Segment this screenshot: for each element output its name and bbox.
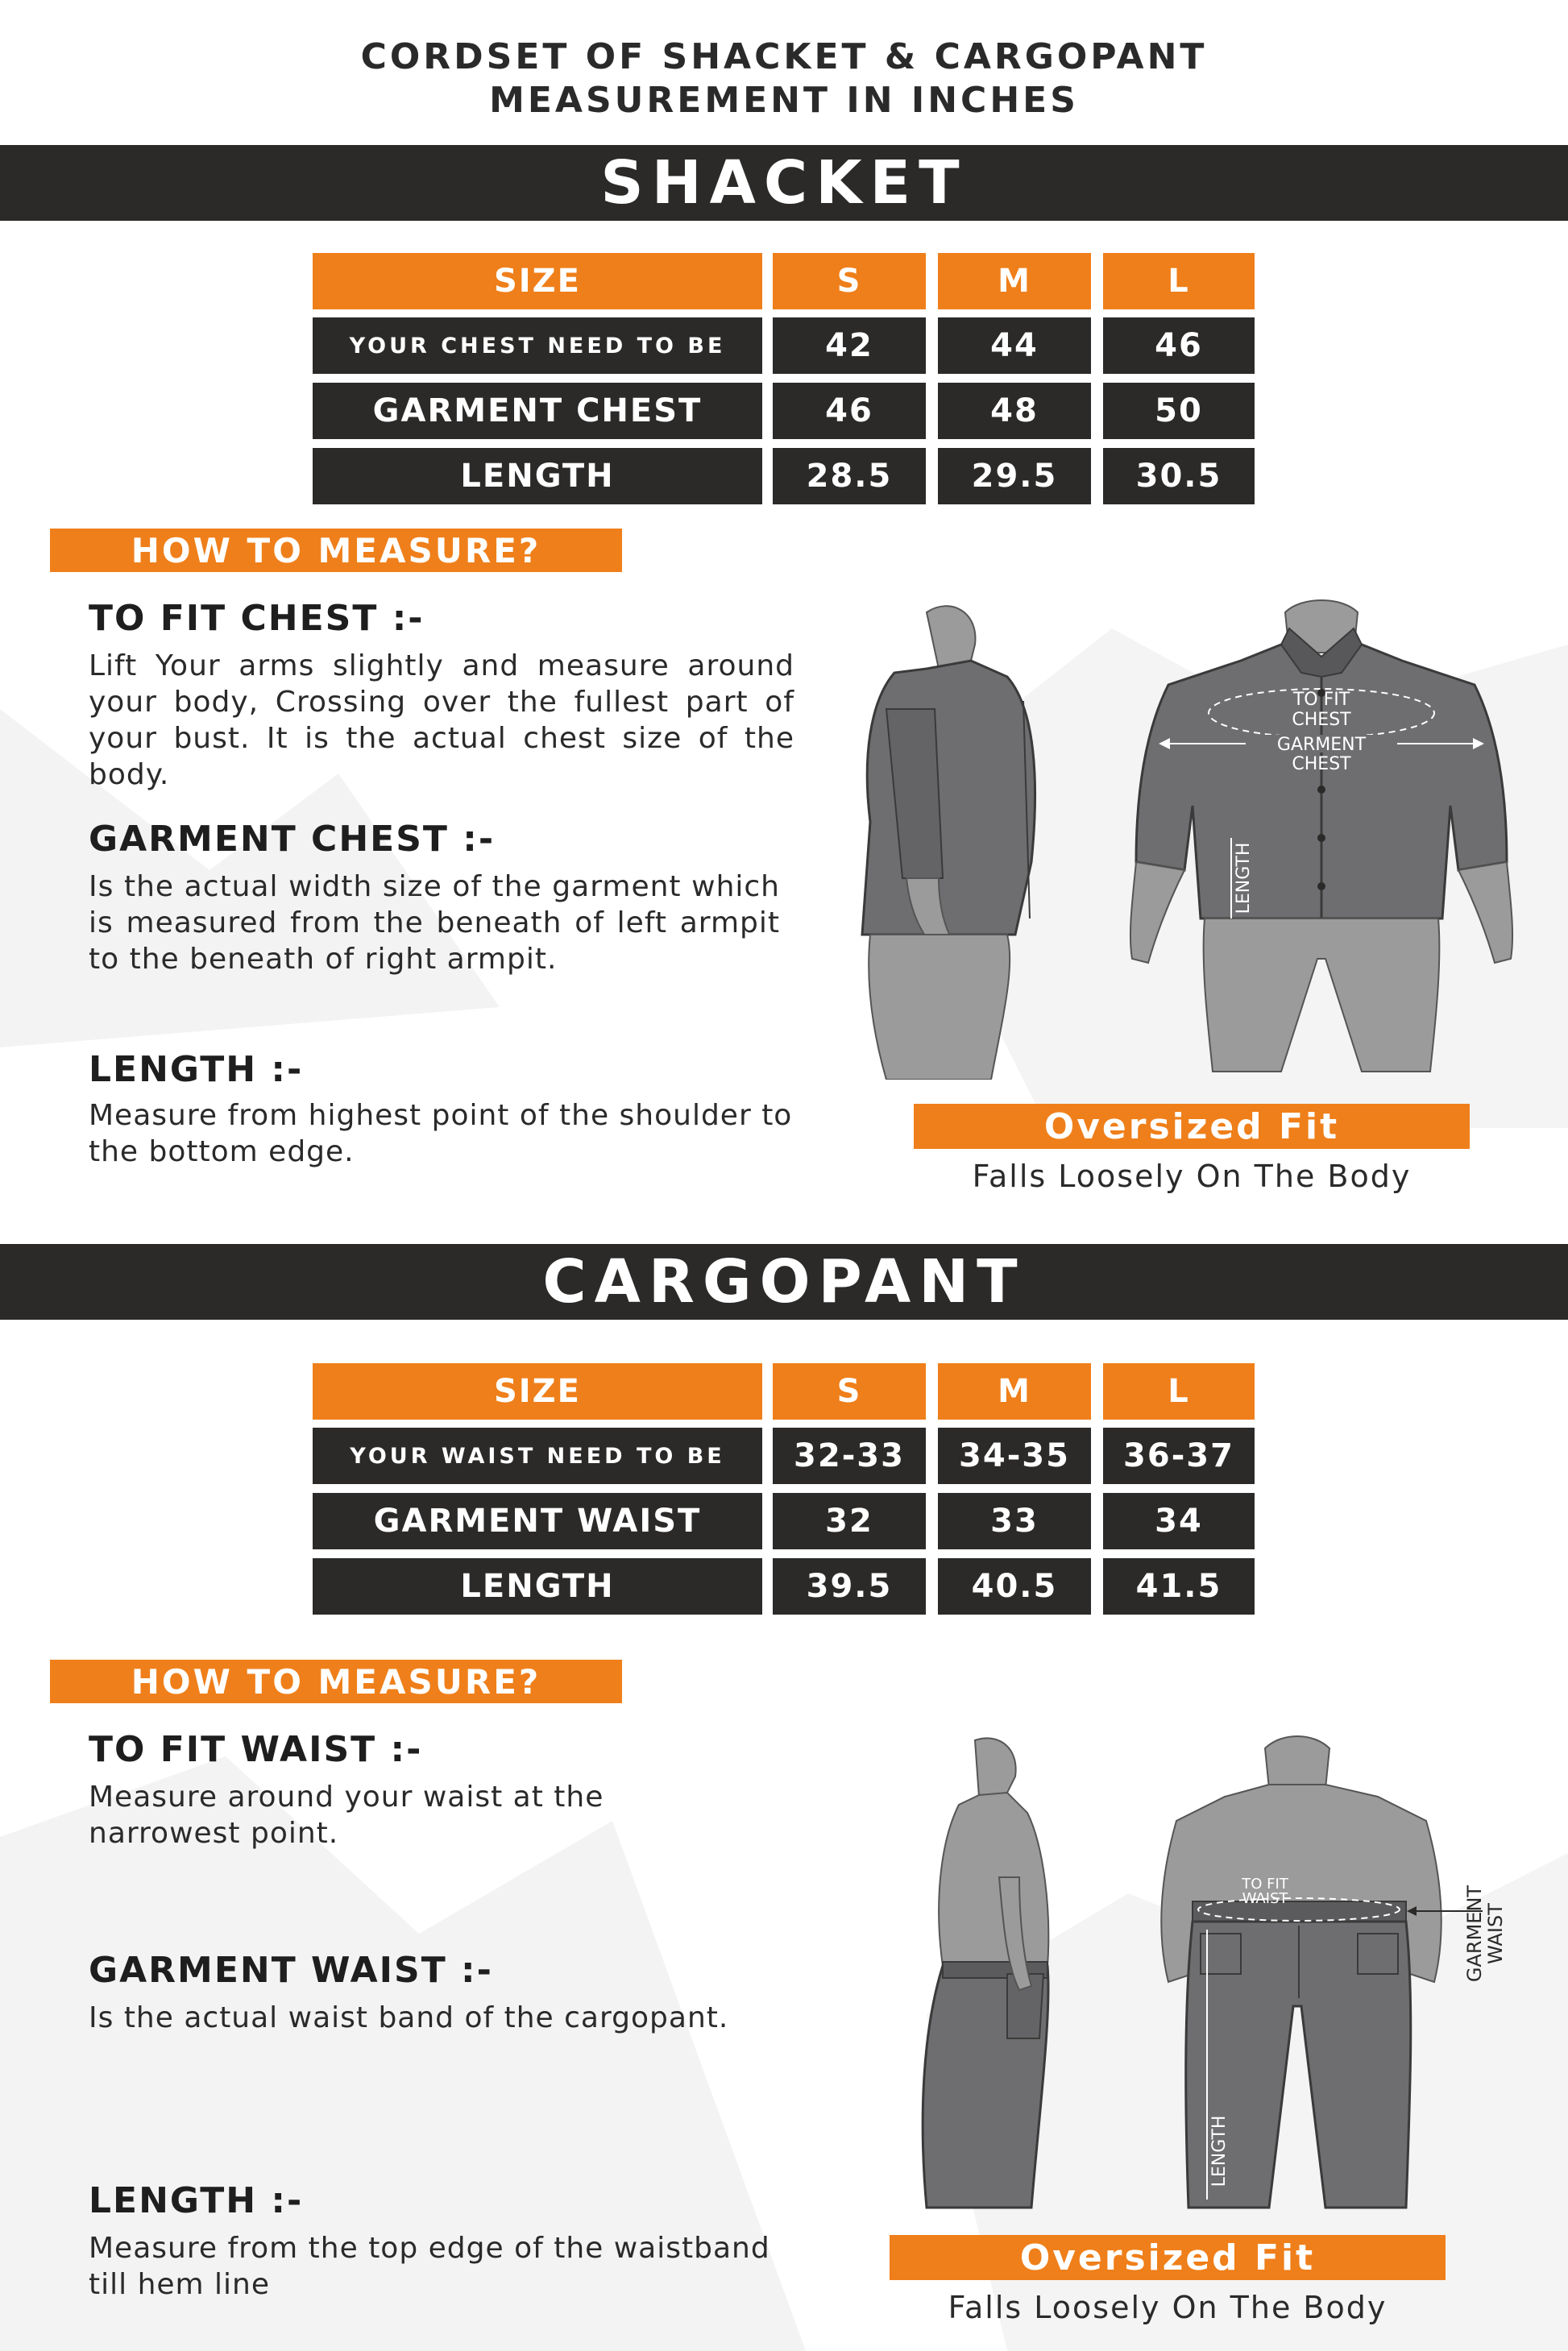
cargopant-how-to-measure-tag: HOW TO MEASURE? — [50, 1660, 622, 1703]
table-cell: 50 — [1103, 383, 1255, 439]
cargopant-front-view-figure — [1128, 1732, 1507, 2216]
cargopant-banner: CARGOPANT — [0, 1244, 1568, 1320]
table-cell: 30.5 — [1103, 448, 1255, 504]
cargopant-length-label: LENGTH — [1209, 2115, 1230, 2187]
cargopant-fit-tag: Oversized Fit — [890, 2235, 1446, 2280]
table-cell: 32 — [773, 1493, 926, 1549]
page-title-line-2: MEASUREMENT IN INCHES — [489, 80, 1079, 121]
cargopant-side-view-figure — [911, 1732, 1072, 2216]
table-row-label: LENGTH — [313, 1558, 762, 1615]
shacket-side-view-figure — [838, 596, 1064, 1080]
table-header-m: M — [938, 253, 1091, 309]
table-header-size: SIZE — [313, 253, 762, 309]
shacket-fit-chest-heading: TO FIT CHEST :- — [89, 598, 425, 639]
table-header-size: SIZE — [313, 1363, 762, 1420]
shacket-garment-chest-heading: GARMENT CHEST :- — [89, 819, 496, 860]
fit-waist-label-line-1: TO FIT — [1242, 1876, 1288, 1893]
shacket-length-heading: LENGTH :- — [89, 1049, 304, 1090]
garment-waist-label-line-1: GARMENT — [1463, 1885, 1486, 1983]
table-cell: 33 — [938, 1493, 1091, 1549]
table-header-s: S — [773, 253, 926, 309]
table-row-label: YOUR WAIST NEED TO BE — [313, 1428, 762, 1484]
fit-chest-label-line-1: TO FIT — [1292, 690, 1350, 710]
cargopant-garment-waist-heading: GARMENT WAIST :- — [89, 1950, 493, 1991]
fit-waist-label-line-2: WAIST — [1242, 1890, 1288, 1907]
table-cell: 41.5 — [1103, 1558, 1255, 1615]
table-row-label: GARMENT CHEST — [313, 383, 762, 439]
shacket-banner: SHACKET — [0, 145, 1568, 221]
shacket-length-text: Measure from highest point of the shoulder to the bottom edge. — [89, 1099, 793, 1168]
table-cell: 36-37 — [1103, 1428, 1255, 1484]
garment-waist-side-label — [1457, 1869, 1513, 1998]
table-header-l: L — [1103, 253, 1255, 309]
shacket-fit-chest-text: Lift Your arms slightly and measure around your body, Crossing over the fullest part of your bust. It is the actual chest size of the body. — [89, 649, 794, 791]
garment-chest-label-line-2: CHEST — [1292, 754, 1351, 774]
table-cell: 44 — [938, 317, 1091, 374]
shacket-length-label: LENGTH — [1234, 842, 1254, 914]
shacket-garment-chest-text: Is the actual width size of the garment which is measured from the beneath of left armpit to the beneath of right armpit. — [89, 870, 780, 976]
table-cell: 42 — [773, 317, 926, 374]
table-cell: 40.5 — [938, 1558, 1091, 1615]
garment-chest-label-line-1: GARMENT — [1276, 735, 1367, 755]
table-header-l: L — [1103, 1363, 1255, 1420]
shacket-front-view-figure — [1112, 596, 1531, 1080]
table-cell: 32-33 — [773, 1428, 926, 1484]
table-header-m: M — [938, 1363, 1091, 1420]
garment-waist-label-line-2: WAIST — [1484, 1903, 1507, 1964]
table-row-label: LENGTH — [313, 448, 762, 504]
table-cell: 28.5 — [773, 448, 926, 504]
cargopant-length-text: Measure from the top edge of the waistband till hem line — [89, 2232, 770, 2301]
shacket-how-to-measure-tag: HOW TO MEASURE? — [50, 529, 622, 572]
table-cell: 48 — [938, 383, 1091, 439]
shacket-fit-subtitle: Falls Loosely On The Body — [972, 1159, 1412, 1194]
cargopant-fit-subtitle: Falls Loosely On The Body — [948, 2290, 1388, 2325]
cargopant-fit-waist-heading: TO FIT WAIST :- — [89, 1729, 423, 1770]
fit-chest-label-line-2: CHEST — [1292, 710, 1351, 730]
table-cell: 29.5 — [938, 448, 1091, 504]
table-row-label: YOUR CHEST NEED TO BE — [313, 317, 762, 374]
shacket-fit-tag: Oversized Fit — [914, 1104, 1470, 1149]
table-cell: 34 — [1103, 1493, 1255, 1549]
cargopant-garment-waist-text: Is the actual waist band of the cargopant. — [89, 2001, 729, 2034]
table-cell: 34-35 — [938, 1428, 1091, 1484]
table-row-label: GARMENT WAIST — [313, 1493, 762, 1549]
cargopant-fit-waist-text: Measure around your waist at the narrowest point. — [89, 1781, 604, 1850]
table-cell: 46 — [1103, 317, 1255, 374]
table-header-s: S — [773, 1363, 926, 1420]
table-cell: 46 — [773, 383, 926, 439]
table-cell: 39.5 — [773, 1558, 926, 1615]
page-title-line-1: CORDSET OF SHACKET & CARGOPANT — [360, 36, 1208, 77]
cargopant-length-heading: LENGTH :- — [89, 2180, 304, 2221]
